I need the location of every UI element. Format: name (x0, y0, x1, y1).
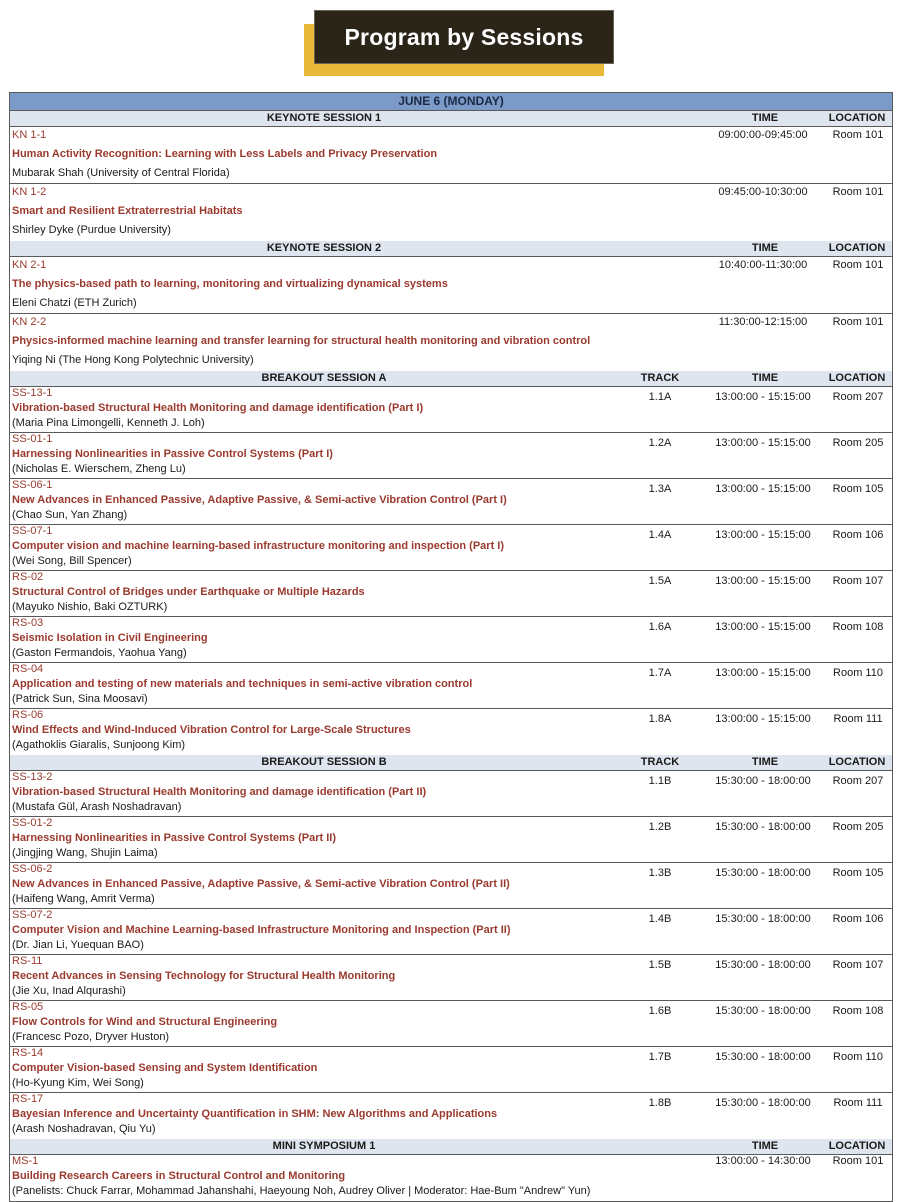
session-code: SS-13-2 (12, 771, 53, 783)
session-track: 1.7A (648, 667, 672, 679)
session-location: Room 101 (832, 259, 884, 271)
session-entry (10, 1093, 892, 1139)
session-people: (Maria Pina Limongelli, Kenneth J. Loh) (12, 417, 205, 429)
session-time: 15:30:00 - 18:00:00 (715, 1097, 811, 1109)
section-name: KEYNOTE SESSION 1 (266, 112, 382, 124)
session-title: Human Activity Recognition: Learning with Less Labels and Privacy Preservation (12, 148, 438, 160)
session-entry (10, 314, 892, 371)
session-time: 13:00:00 - 15:15:00 (715, 667, 811, 679)
session-people: (Dr. Jian Li, Yuequan BAO) (12, 939, 144, 951)
session-people: (Arash Noshadravan, Qiu Yu) (12, 1123, 156, 1135)
session-people: (Mustafa Gül, Arash Noshadravan) (12, 801, 182, 813)
session-location: Room 105 (832, 867, 884, 879)
location-column-label: LOCATION (828, 756, 886, 768)
session-track: 1.2B (648, 821, 672, 833)
session-code: RS-11 (12, 955, 43, 967)
session-location: Room 110 (833, 1051, 883, 1063)
time-column-label: TIME (751, 112, 779, 124)
session-entry (10, 1155, 892, 1201)
time-column-label: TIME (751, 756, 779, 768)
section-name: KEYNOTE SESSION 2 (266, 242, 382, 254)
session-code: SS-06-2 (12, 863, 53, 875)
session-time: 13:00:00 - 15:15:00 (715, 529, 811, 541)
schedule-table (9, 92, 893, 1202)
session-title: Wind Effects and Wind-Induced Vibration Control for Large-Scale Structures (12, 724, 411, 736)
session-track: 1.2A (648, 437, 672, 449)
session-title: Flow Controls for Wind and Structural Engineering (12, 1016, 278, 1028)
session-entry (10, 479, 892, 525)
session-people: (Mayuko Nishio, Baki OZTURK) (12, 601, 168, 613)
session-title: Vibration-based Structural Health Monitoring and damage identification (Part I) (12, 402, 424, 414)
session-track: 1.5A (648, 575, 672, 587)
location-column-label: LOCATION (828, 372, 886, 384)
session-code: RS-06 (12, 709, 44, 721)
session-location: Room 101 (832, 129, 884, 141)
session-title: Harnessing Nonlinearities in Passive Control Systems (Part II) (12, 832, 336, 844)
session-time: 13:00:00 - 15:15:00 (715, 391, 811, 403)
section-keynote-1 (10, 127, 892, 241)
session-time: 13:00:00 - 15:15:00 (715, 483, 811, 495)
session-location: Room 108 (832, 621, 884, 633)
session-title: Computer vision and machine learning-based infrastructure monitoring and inspection (Part I) (12, 540, 505, 552)
session-title: Bayesian Inference and Uncertainty Quantification in SHM: New Algorithms and Applications (12, 1108, 498, 1120)
session-code: KN 2-2 (12, 316, 47, 328)
session-location: Room 205 (832, 437, 884, 449)
session-track: 1.1A (648, 391, 672, 403)
session-code: RS-03 (12, 617, 44, 629)
session-track: 1.8B (648, 1097, 672, 1109)
session-people: (Ho-Kyung Kim, Wei Song) (12, 1077, 144, 1089)
session-time: 15:30:00 - 18:00:00 (715, 959, 811, 971)
session-track: 1.3B (648, 867, 672, 879)
time-column-label: TIME (751, 242, 779, 254)
session-location: Room 111 (833, 1097, 883, 1109)
session-track: 1.4B (648, 913, 672, 925)
session-track: 1.7B (648, 1051, 672, 1063)
section-breakout-b (10, 771, 892, 1139)
session-title: Recent Advances in Sensing Technology for Structural Health Monitoring (12, 970, 396, 982)
session-code: RS-14 (12, 1047, 44, 1059)
session-code: RS-05 (12, 1001, 44, 1013)
session-code: SS-13-1 (12, 387, 53, 399)
session-time: 15:30:00 - 18:00:00 (715, 821, 811, 833)
session-time: 15:30:00 - 18:00:00 (715, 775, 811, 787)
session-people: (Nicholas E. Wierschem, Zheng Lu) (12, 463, 186, 475)
session-time: 10:40:00-11:30:00 (718, 259, 808, 271)
session-time: 15:30:00 - 18:00:00 (715, 913, 811, 925)
session-code: SS-01-2 (12, 817, 53, 829)
session-entry (10, 863, 892, 909)
session-entry (10, 663, 892, 709)
session-code: SS-07-2 (12, 909, 53, 921)
session-time: 13:00:00 - 15:15:00 (715, 575, 811, 587)
session-people: (Haifeng Wang, Amrit Verma) (12, 893, 155, 905)
session-title: Computer Vision and Machine Learning-based Infrastructure Monitoring and Inspection (Part II) (12, 924, 511, 936)
session-time: 15:30:00 - 18:00:00 (715, 1005, 811, 1017)
session-entry (10, 817, 892, 863)
session-entry (10, 1001, 892, 1047)
session-code: KN 2-1 (12, 259, 47, 271)
session-title: The physics-based path to learning, monitoring and virtualizing dynamical systems (12, 278, 448, 290)
session-code: KN 1-2 (12, 186, 47, 198)
session-entry (10, 127, 892, 184)
session-location: Room 205 (832, 821, 884, 833)
section-name: BREAKOUT SESSION B (261, 756, 387, 768)
session-people: (Agathoklis Giaralis, Sunjoong Kim) (12, 739, 186, 751)
session-title: Seismic Isolation in Civil Engineering (12, 632, 208, 644)
session-entry (10, 257, 892, 314)
session-entry (10, 709, 892, 755)
session-title: Application and testing of new materials and techniques in semi-active vibration control (12, 678, 473, 690)
session-people: (Francesc Pozo, Dryver Huston) (12, 1031, 170, 1043)
session-people: (Gaston Fermandois, Yaohua Yang) (12, 647, 187, 659)
time-column-label: TIME (751, 1140, 779, 1152)
session-time: 15:30:00 - 18:00:00 (715, 867, 811, 879)
session-title: Physics-informed machine learning and transfer learning for structural health monitoring and vibration control (12, 335, 591, 347)
session-code: MS-1 (12, 1155, 39, 1167)
session-location: Room 111 (833, 713, 883, 725)
track-column-label: TRACK (640, 372, 680, 384)
session-code: SS-07-1 (12, 525, 53, 537)
session-location: Room 105 (832, 483, 884, 495)
session-location: Room 207 (832, 775, 884, 787)
session-track: 1.5B (648, 959, 672, 971)
session-track: 1.3A (648, 483, 672, 495)
section-name: MINI SYMPOSIUM 1 (272, 1140, 376, 1152)
page-title-banner (304, 10, 614, 76)
session-location: Room 106 (832, 529, 884, 541)
session-location: Room 107 (832, 575, 884, 587)
section-header-breakout-b (10, 755, 892, 771)
session-entry (10, 1047, 892, 1093)
session-code: SS-01-1 (12, 433, 53, 445)
session-track: 1.6A (648, 621, 672, 633)
session-entry (10, 433, 892, 479)
session-track: 1.8A (648, 713, 672, 725)
session-code: RS-04 (12, 663, 44, 675)
session-location: Room 101 (832, 186, 884, 198)
session-title: Structural Control of Bridges under Earthquake or Multiple Hazards (12, 586, 365, 598)
session-people: (Patrick Sun, Sina Moosavi) (12, 693, 148, 705)
session-location: Room 110 (833, 667, 883, 679)
session-title: New Advances in Enhanced Passive, Adaptive Passive, & Semi-active Vibration Control (Part I) (12, 494, 507, 506)
section-name: BREAKOUT SESSION A (261, 372, 387, 384)
session-time: 09:45:00-10:30:00 (718, 186, 808, 198)
session-title: Vibration-based Structural Health Monitoring and damage identification (Part II) (12, 786, 427, 798)
session-time: 13:00:00 - 15:15:00 (715, 437, 811, 449)
section-header-keynote-1 (10, 111, 892, 127)
session-entry (10, 955, 892, 1001)
session-title: Harnessing Nonlinearities in Passive Control Systems (Part I) (12, 448, 333, 460)
session-entry (10, 571, 892, 617)
session-people: Shirley Dyke (Purdue University) (12, 224, 171, 236)
session-people: (Panelists: Chuck Farrar, Mohammad Jahanshahi, Haeyoung Noh, Audrey Oliver | Moderator: Hae-Bum "Andrew" Yun) (12, 1185, 591, 1197)
day-header: JUNE 6 (MONDAY) (10, 93, 892, 111)
section-keynote-2 (10, 257, 892, 371)
session-title: Smart and Resilient Extraterrestrial Habitats (12, 205, 243, 217)
session-track: 1.6B (648, 1005, 672, 1017)
session-location: Room 101 (832, 316, 884, 328)
session-title: Computer Vision-based Sensing and System Identification (12, 1062, 318, 1074)
location-column-label: LOCATION (828, 1140, 886, 1152)
session-entry (10, 525, 892, 571)
session-code: RS-17 (12, 1093, 44, 1105)
session-location: Room 107 (832, 959, 884, 971)
session-track: 1.4A (648, 529, 672, 541)
session-title: Building Research Careers in Structural Control and Monitoring (12, 1170, 346, 1182)
session-code: SS-06-1 (12, 479, 53, 491)
page-title: Program by Sessions (314, 10, 614, 64)
session-code: RS-02 (12, 571, 44, 583)
session-people: Yiqing Ni (The Hong Kong Polytechnic University) (12, 354, 254, 366)
time-column-label: TIME (751, 372, 779, 384)
section-header-mini-symposium-1 (10, 1139, 892, 1155)
session-time: 15:30:00 - 18:00:00 (715, 1051, 811, 1063)
session-people: Mubarak Shah (University of Central Florida) (12, 167, 230, 179)
session-time: 13:00:00 - 14:30:00 (715, 1155, 811, 1167)
session-entry (10, 771, 892, 817)
location-column-label: LOCATION (828, 112, 886, 124)
session-code: KN 1-1 (12, 129, 47, 141)
session-location: Room 108 (832, 1005, 884, 1017)
location-column-label: LOCATION (828, 242, 886, 254)
track-column-label: TRACK (640, 756, 680, 768)
session-time: 11:30:00-12:15:00 (718, 316, 808, 328)
section-header-keynote-2 (10, 241, 892, 257)
session-location: Room 106 (832, 913, 884, 925)
session-time: 09:00:00-09:45:00 (718, 129, 808, 141)
session-track: 1.1B (648, 775, 672, 787)
session-people: Eleni Chatzi (ETH Zurich) (12, 297, 137, 309)
session-title: New Advances in Enhanced Passive, Adaptive Passive, & Semi-active Vibration Control (Part II) (12, 878, 510, 890)
session-people: (Jie Xu, Inad Alqurashi) (12, 985, 126, 997)
session-people: (Wei Song, Bill Spencer) (12, 555, 132, 567)
session-people: (Chao Sun, Yan Zhang) (12, 509, 128, 521)
session-entry (10, 909, 892, 955)
session-time: 13:00:00 - 15:15:00 (715, 713, 811, 725)
section-breakout-a (10, 387, 892, 755)
session-entry (10, 617, 892, 663)
session-time: 13:00:00 - 15:15:00 (715, 621, 811, 633)
section-header-breakout-a (10, 371, 892, 387)
session-location: Room 101 (832, 1155, 884, 1167)
session-entry (10, 387, 892, 433)
section-mini-symposium-1 (10, 1155, 892, 1201)
session-entry (10, 184, 892, 241)
session-people: (Jingjing Wang, Shujin Laima) (12, 847, 158, 859)
session-location: Room 207 (832, 391, 884, 403)
